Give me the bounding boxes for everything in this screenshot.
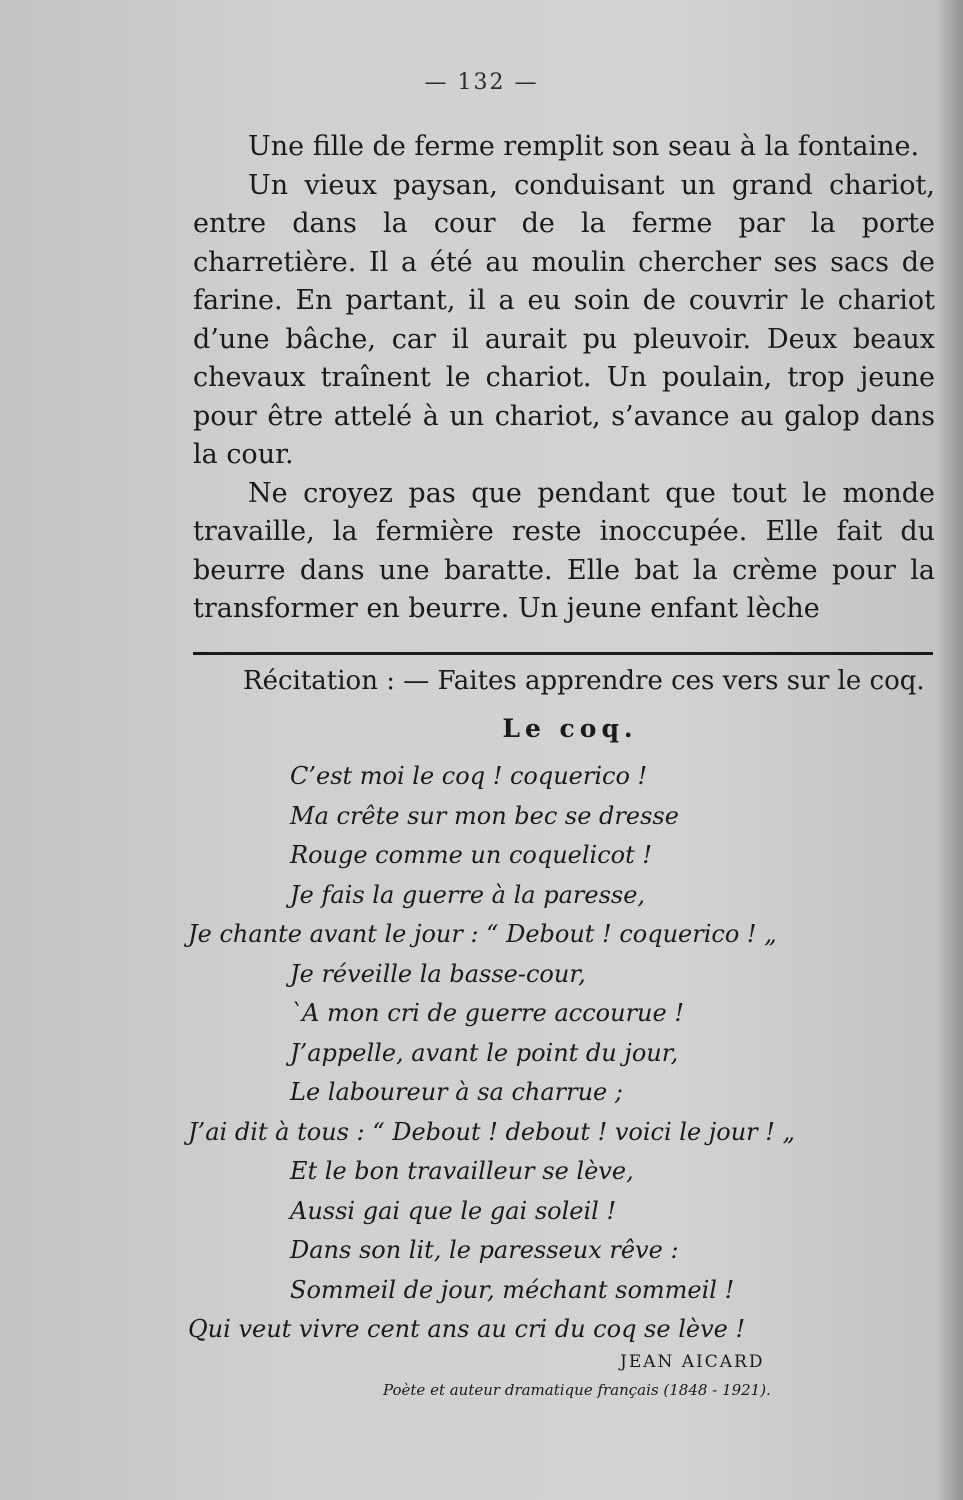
paragraph: Un vieux paysan, conduisant un grand chariot, entre dans la cour de la ferme par la porte charretière. Il a été au moulin chercher ses sacs de farine. En partant, il a eu soin de couvrir le chariot d’une bâche, car il aurait pu pleuvoir. Deux beaux chevaux traînent le chariot. Un poulain, trop jeune pour être attelé à un chariot, s’avance au galop dans la cour. [193,169,935,470]
poem-line: Dans son lit, le paresseux rêve : [290,1236,679,1264]
poem-line: Le laboureur à sa charrue ; [290,1078,623,1106]
prose-text [193,128,935,629]
poem-line: Ma crête sur mon bec se dresse [290,801,679,830]
poem-line: Qui veut vivre cent ans au cri du coq se lève ! [188,1315,746,1343]
author-note: Poète et auteur dramatique français (1848 - 1921). [383,1381,771,1399]
poem-title: Le coq. [502,714,638,743]
poem-author: JEAN AICARD [620,1352,765,1372]
paragraph: Une fille de ferme remplit son seau à la fontaine. [248,131,920,162]
section-divider [193,652,933,655]
poem-line: Sommeil de jour, méchant sommeil ! [290,1275,735,1304]
paragraph: Ne croyez pas que pendant que tout le monde travaille, la fermière reste inoccupée. Elle fait du beurre dans une baratte. Elle bat la crème pour la transformer en beurre. Un jeune enfant lèche [193,477,935,624]
poem-line: C’est moi le coq ! coquerico ! [290,762,648,790]
poem-line: Je chante avant le jour : “ Debout ! coquerico ! „ [188,920,777,948]
poem-line: J’appelle, avant le point du jour, [290,1038,679,1067]
recitation-instruction: Récitation : — Faites apprendre ces vers sur le coq. [243,666,925,696]
poem-line: J’ai dit à tous : “ Debout ! debout ! voici le jour ! „ [188,1117,795,1146]
poem-line: `A mon cri de guerre accourue ! [290,999,684,1027]
poem-line: Je fais la guerre à la paresse, [290,880,646,909]
poem-line: Je réveille la basse-cour, [290,959,586,988]
page-number: — 132 — [424,70,539,95]
poem [0,757,963,1350]
poem-line: Rouge comme un coquelicot ! [290,841,653,869]
poem-line: Aussi gai que le gai soleil ! [290,1196,617,1225]
poem-line: Et le bon travailleur se lève, [290,1157,634,1185]
